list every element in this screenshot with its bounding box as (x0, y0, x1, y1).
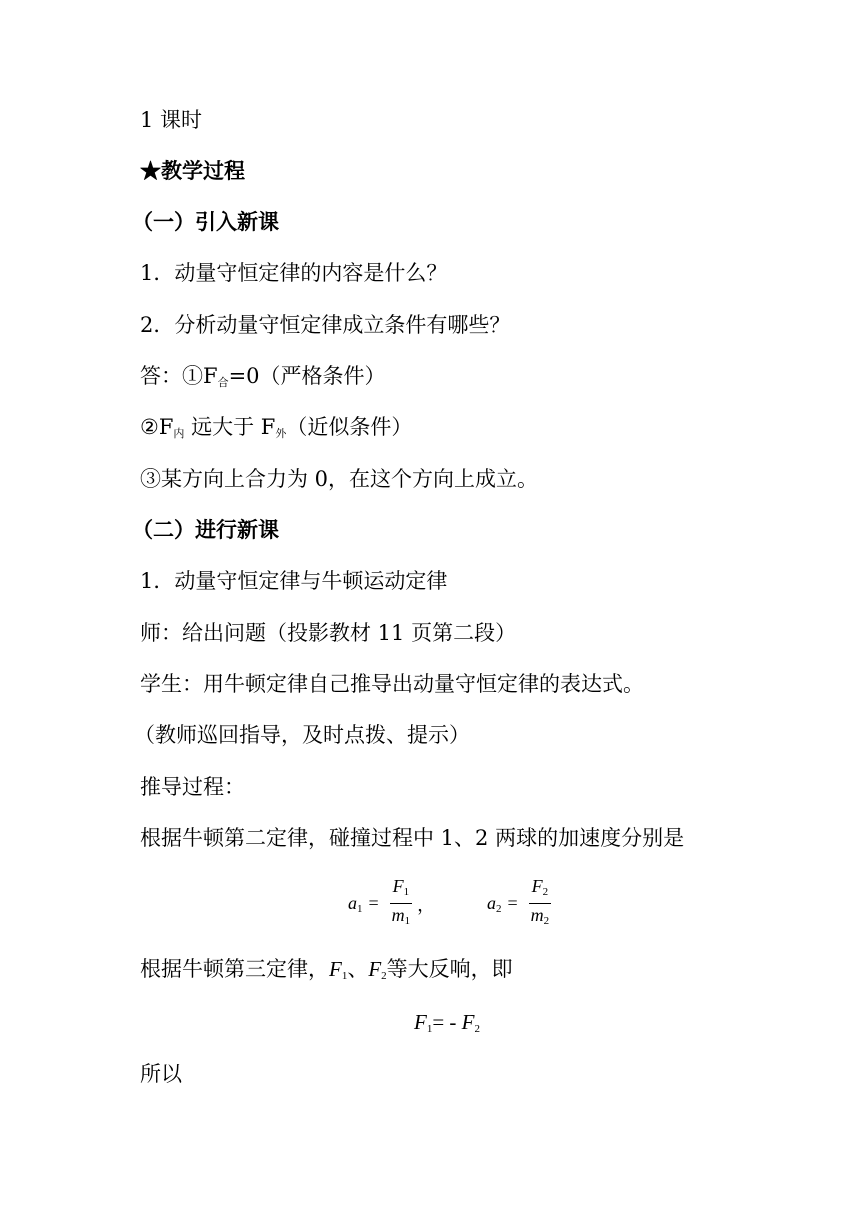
formula-1-equals: = (368, 893, 379, 913)
question-2: 2．分析动量守恒定律成立条件有哪些？ (140, 313, 511, 337)
answer-condition-2-subscript-outer: 外 (275, 427, 287, 440)
subsection-heading-introduction: （一）引入新课 (132, 209, 279, 234)
formula-force-equality: $F_1= - F_2$ (414, 1010, 480, 1035)
formula-2-equals: = (507, 893, 518, 913)
force-2-symbol: $F_2$ (368, 957, 387, 982)
student-task: 学生：用牛顿定律自己推导出动量守恒定律的表达式。 (140, 672, 644, 696)
formula-acceleration-1 (348, 876, 435, 931)
answer-condition-1 (140, 362, 386, 397)
formula-2-lhs: $a_2$ (487, 892, 502, 915)
formula-2-fraction (528, 876, 553, 931)
lesson-hours: 1 课时 (140, 108, 203, 132)
formula-1-denominator: $m_1$ (391, 905, 411, 927)
answer-condition-1-subscript: 合 (217, 376, 229, 389)
answer-condition-2-middle: 远大于 F (191, 415, 276, 439)
subsection-heading-new-lesson: （二）进行新课 (132, 517, 279, 542)
force-1-symbol: $F_1$ (329, 957, 348, 982)
question-1: 1．动量守恒定律的内容是什么？ (140, 261, 448, 285)
formula-1-lhs: $a_1$ (348, 892, 363, 915)
formula-2-numerator: $F_2$ (529, 876, 552, 904)
formula-acceleration-2 (487, 876, 556, 931)
formula-1-comma: ， (417, 894, 436, 915)
newton-second-law-statement: 根据牛顿第二定律，碰撞过程中 1、2 两球的加速度分别是 (140, 826, 685, 850)
teacher-guidance-note: （教师巡回指导，及时点拨、提示） (134, 723, 470, 747)
answer-condition-1-prefix: 答：①F (140, 364, 218, 388)
answer-condition-1-suffix: =0（严格条件） (228, 364, 386, 388)
answer-condition-2 (140, 413, 412, 448)
newton-third-law-suffix: 等大反响，即 (386, 957, 513, 981)
teacher-instruction: 师：给出问题（投影教材 11 页第二段） (140, 621, 517, 645)
derivation-label: 推导过程： (140, 775, 245, 799)
formula-1-numerator: $F_1$ (390, 876, 413, 904)
newton-third-law-prefix: 根据牛顿第三定律， (140, 957, 329, 981)
formula-1-fraction (389, 876, 414, 931)
topic-1-title: 1．动量守恒定律与牛顿运动定律 (140, 569, 448, 593)
section-heading-teaching-process: ★教学过程 (140, 158, 245, 183)
formula-2-denominator: $m_2$ (530, 905, 550, 927)
answer-condition-2-prefix: ②F (140, 415, 174, 439)
answer-condition-3: ③某方向上合力为 0，在这个方向上成立。 (140, 467, 539, 491)
newton-third-law-statement (140, 955, 513, 990)
answer-condition-2-suffix: （近似条件） (286, 415, 413, 439)
answer-condition-2-subscript-inner: 内 (173, 427, 185, 440)
therefore-label: 所以 (140, 1062, 182, 1086)
newton-third-law-separator: 、 (347, 957, 369, 981)
